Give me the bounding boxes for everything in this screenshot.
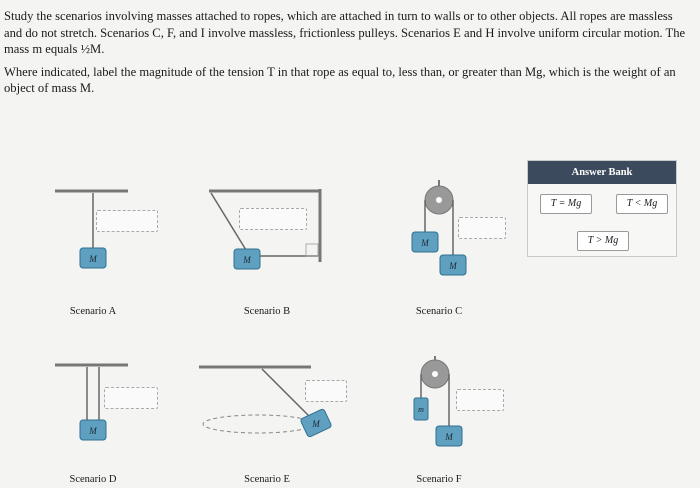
mass-block-b [234,249,260,269]
pulley-axle-f [432,371,438,377]
mass-label-e: M [312,419,320,429]
mass-label-d: M [89,426,97,436]
answer-bank [527,160,677,257]
drop-target-c[interactable] [458,217,506,239]
mass-block-f-big [436,426,462,446]
mass-label-c-left: M [421,238,429,248]
mass-block-c-right [440,255,466,275]
answer-chip-greater[interactable]: T > Mg [577,231,629,251]
answer-chip-equal[interactable]: T = Mg [540,194,592,214]
right-angle-marker [306,244,318,256]
drop-target-b[interactable] [239,208,307,230]
pulley-axle-c [436,197,442,203]
mass-block-c-left [412,232,438,252]
scenario-f-diagram [414,356,462,446]
drop-target-d[interactable] [104,387,158,409]
scenario-e-label: Scenario E [244,474,290,485]
circular-path-e [203,415,313,433]
drop-target-a[interactable] [96,210,158,232]
mass-block-f-small [414,398,428,420]
scenario-a-label: Scenario A [69,306,117,317]
scenario-c-label: Scenario C [415,306,463,317]
rope-e [262,369,309,416]
mass-label-f-small: m [418,405,424,414]
answer-bank-title: Answer Bank [528,161,676,184]
answer-chip-less[interactable]: T < Mg [616,194,668,214]
scenario-b-label: Scenario B [243,306,291,317]
drop-target-f[interactable] [456,389,504,411]
mass-label-a: M [89,254,97,264]
mass-label-b: M [243,255,251,265]
instructions-paragraph-1: Study the scenarios involving masses attached to ropes, which are attached in turn to walls or to other objects. All ropes are massless and do not stretch. Scenarios C, F, and I involve massless, frictionless pulleys. Scenarios E and H involve uniform circular motion. The mass m equals ½M. [4,9,686,56]
mass-block-a [80,248,106,268]
scenario-d-label: Scenario D [69,474,117,485]
mass-label-c-right: M [449,261,457,271]
scenario-f-label: Scenario F [416,474,462,485]
mass-block-d [80,420,106,440]
instructions-paragraph-2: Where indicated, label the magnitude of the tension T in that rope as equal to, less than, or greater than Mg, which is the weight of an object of mass M. [4,64,676,95]
mass-label-f-big: M [445,432,453,442]
scenario-e-diagram [199,367,332,438]
drop-target-e[interactable] [305,380,347,402]
